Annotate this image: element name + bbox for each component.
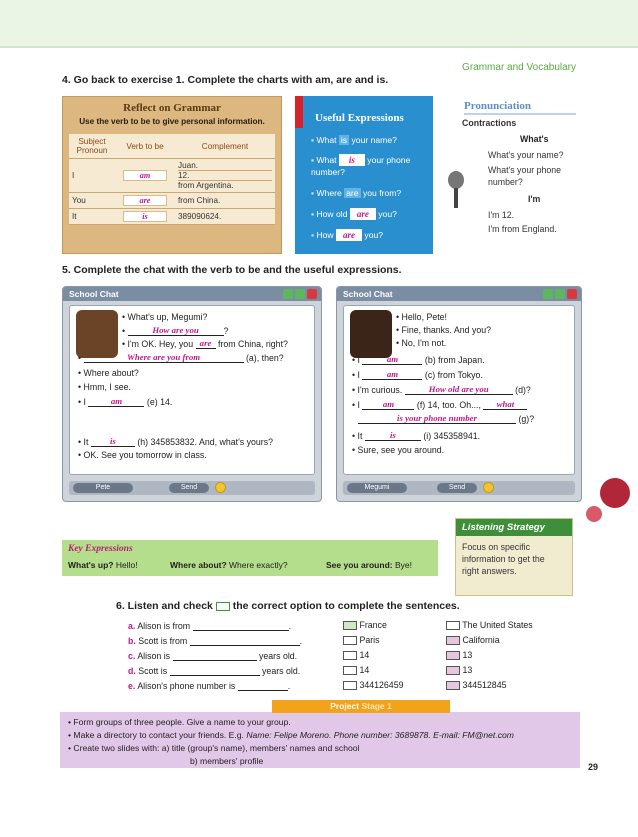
ex6-row: d. Scott is years old. xyxy=(128,666,301,676)
verb-answer: are xyxy=(123,195,167,206)
divider xyxy=(464,113,576,115)
chat-line: • I am (e) 14. xyxy=(78,396,173,407)
chat-titlebar: School Chat xyxy=(63,287,321,301)
check-box[interactable] xyxy=(446,621,460,630)
ex6-row: e. Alison's phone number is . xyxy=(128,681,291,691)
pronoun-cell: You xyxy=(69,193,115,209)
chat-window-megumi xyxy=(336,286,582,502)
complement-cell: from China. xyxy=(175,193,275,209)
chat-line: • It is (h) 345853832. And, what's yours? xyxy=(78,436,274,447)
ex6-row: c. Alison is years old. xyxy=(128,651,298,661)
key-expression: What's up? Hello! xyxy=(68,560,138,570)
check-box-checked[interactable] xyxy=(446,651,460,660)
option-2[interactable]: 13 xyxy=(446,665,472,675)
chat-body xyxy=(343,305,575,475)
chat-line: • Fine, thanks. And you? xyxy=(396,325,492,335)
option-2[interactable]: The United States xyxy=(446,620,533,630)
section-label: Grammar and Vocabulary xyxy=(462,62,576,73)
chat-line: • Hmm, I see. xyxy=(78,382,131,392)
minimize-icon[interactable] xyxy=(543,289,553,299)
pron-example: What's your name? xyxy=(488,150,564,160)
ex6-row: b. Scott is from . xyxy=(128,636,303,646)
chat-line: • What's up, Megumi? xyxy=(122,312,208,322)
option-2[interactable]: 13 xyxy=(446,650,472,660)
option-1[interactable]: France xyxy=(343,620,387,630)
maximize-icon[interactable] xyxy=(555,289,565,299)
exercise-5-title: 5. Complete the chat with the verb to be and the useful expressions. xyxy=(62,264,402,276)
useful-item: ▪ Where are you from? xyxy=(311,188,402,198)
pronoun-cell: It xyxy=(69,209,115,225)
complement-cell: 389090624. xyxy=(175,209,275,225)
check-box-checked[interactable] xyxy=(446,636,460,645)
check-box-checked[interactable] xyxy=(446,681,460,690)
smiley-icon[interactable] xyxy=(215,482,226,493)
pronunciation-box xyxy=(446,96,576,254)
whats-label: What's xyxy=(520,134,549,144)
check-box[interactable] xyxy=(343,666,357,675)
avatar-megumi xyxy=(350,310,392,358)
chat-footer xyxy=(343,481,575,495)
useful-expressions-box xyxy=(295,96,433,254)
useful-item: ▪ How old are you? xyxy=(311,209,397,219)
check-box[interactable] xyxy=(343,681,357,690)
check-box-checked[interactable] xyxy=(343,621,357,630)
useful-item: ▪ How are you? xyxy=(311,230,384,240)
chat-line: • Where are you from (a), then? xyxy=(78,352,284,363)
option-1[interactable]: Paris xyxy=(343,635,380,645)
pronunciation-title: Pronunciation xyxy=(464,100,532,112)
complement-cell: from Argentina. xyxy=(178,180,272,190)
pronoun-cell: I xyxy=(69,159,115,193)
key-expressions-box xyxy=(62,540,438,576)
page-number: 29 xyxy=(588,762,599,772)
reflect-title: Reflect on Grammar xyxy=(123,102,221,114)
useful-title: Useful Expressions xyxy=(315,112,404,124)
close-icon[interactable] xyxy=(307,289,317,299)
option-2[interactable]: 344512845 xyxy=(446,680,507,690)
option-2[interactable]: California xyxy=(446,635,500,645)
page-header xyxy=(0,0,638,48)
verb-answer: is xyxy=(123,211,167,222)
chat-line: • It is (i) 345358941. xyxy=(352,430,481,441)
project-item: • Create two slides with: a) title (group's name), members' names and school xyxy=(68,743,360,753)
useful-item: ▪ What is your phone number? xyxy=(311,155,411,177)
check-box[interactable] xyxy=(343,636,357,645)
chat-line: is your phone number (g)? xyxy=(358,413,534,424)
col-header-verb: Verb to be xyxy=(115,134,175,159)
listening-text: Focus on specific information to get the right answers. xyxy=(462,542,545,576)
smiley-icon[interactable] xyxy=(483,482,494,493)
chat-line: • No, I'm not. xyxy=(396,338,447,348)
key-expression: Where about? Where exactly? xyxy=(170,560,288,570)
key-expression: See you around: Bye! xyxy=(326,560,412,570)
project-box xyxy=(60,701,580,768)
reflect-subtitle: Use the verb to be to give personal information. xyxy=(79,117,265,126)
send-button[interactable]: Send xyxy=(169,483,209,493)
pron-example: I'm from England. xyxy=(488,224,557,234)
chat-line: • I am (c) from Tokyo. xyxy=(352,369,483,380)
grammar-table xyxy=(69,134,275,225)
listening-title: Listening Strategy xyxy=(456,519,572,536)
chat-user-megumi: Megumi xyxy=(347,483,407,493)
chat-line: • I am (f) 14, too. Oh..., what xyxy=(352,399,527,410)
option-1[interactable]: 14 xyxy=(343,665,369,675)
chat-line: • I am (b) from Japan. xyxy=(352,354,485,365)
complement-cell: 12. xyxy=(178,170,272,180)
close-icon[interactable] xyxy=(567,289,577,299)
complement-cell: Juan. xyxy=(178,161,199,170)
chat-line: • How are you ? xyxy=(122,325,229,336)
chat-line: • Sure, see you around. xyxy=(352,445,445,455)
col-header-complement: Complement xyxy=(175,134,275,159)
decorative-circle xyxy=(586,506,602,522)
chat-line: • Hello, Pete! xyxy=(396,312,448,322)
chat-line: • I'm curious. How old are you (d)? xyxy=(352,384,531,395)
useful-item: ▪ What is your name? xyxy=(311,135,397,145)
reflect-on-grammar-box xyxy=(62,96,282,254)
check-box-checked[interactable] xyxy=(446,666,460,675)
ex6-row: a. Alison is from . xyxy=(128,621,292,631)
chat-user-pete: Pete xyxy=(73,483,133,493)
project-item: b) members' profile xyxy=(190,756,264,766)
option-1[interactable]: 344126459 xyxy=(343,680,404,690)
exercise-6-title: 6. Listen and check the correct option to complete the sentences. xyxy=(116,600,460,612)
accent-bar xyxy=(295,96,303,128)
pron-example: What's your phone number? xyxy=(488,165,562,187)
contractions-label: Contractions xyxy=(462,118,517,128)
check-box[interactable] xyxy=(343,651,357,660)
exercise-4-title: 4. Go back to exercise 1. Complete the charts with am, are and is. xyxy=(62,74,389,86)
project-item: • Form groups of three people. Give a name to your group. xyxy=(68,717,291,727)
send-button[interactable]: Send xyxy=(437,483,477,493)
option-1[interactable]: 14 xyxy=(343,650,369,660)
maximize-icon[interactable] xyxy=(295,289,305,299)
listening-strategy-box xyxy=(455,518,573,596)
minimize-icon[interactable] xyxy=(283,289,293,299)
chat-body xyxy=(69,305,315,475)
chat-line: • Where about? xyxy=(78,368,139,378)
chat-titlebar: School Chat xyxy=(337,287,581,301)
project-title: Project Stage 1 xyxy=(272,700,450,713)
verb-answer: am xyxy=(123,170,167,181)
decorative-circle xyxy=(600,478,630,508)
im-label: I'm xyxy=(528,194,541,204)
key-expressions-title: Key Expressions xyxy=(68,544,133,554)
chat-line: • OK. See you tomorrow in class. xyxy=(78,450,207,460)
chat-footer xyxy=(69,481,315,495)
col-header-pronoun: Subject Pronoun xyxy=(69,134,115,159)
chat-window-pete xyxy=(62,286,322,502)
avatar-pete xyxy=(76,310,118,358)
project-item: • Make a directory to contact your friends. E.g. Name: Felipe Moreno. Phone number: 3689878. E-mail: FM@net.com xyxy=(68,730,514,740)
chat-line: • I'm OK. Hey, you are from China, right? xyxy=(122,338,288,349)
checkbox-icon xyxy=(216,602,230,611)
pron-example: I'm 12. xyxy=(488,210,515,220)
